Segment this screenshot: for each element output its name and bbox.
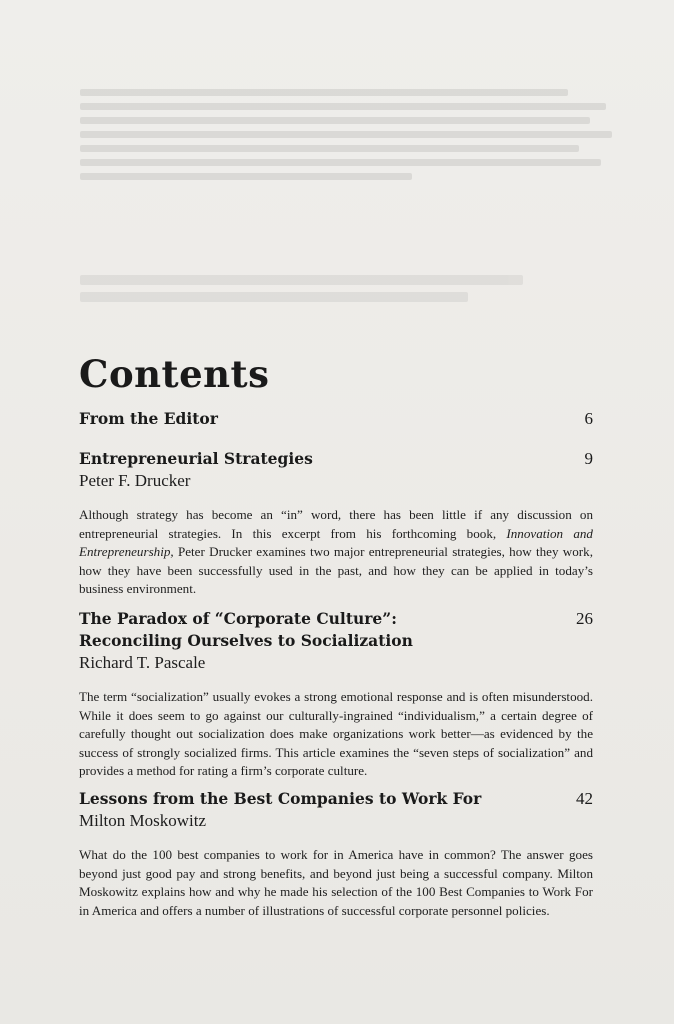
entry-title: The Paradox of “Corporate Culture”: Reconciling Ourselves to Socialization [79, 609, 413, 650]
entry-page-number: 42 [576, 789, 593, 808]
bleed-through-top [80, 62, 634, 187]
entry-title: Entrepreneurial Strategies [79, 449, 313, 468]
entry-title: From the Editor [79, 409, 218, 428]
entry-description: Although strategy has become an “in” word, there has been little if any discussion on entrepreneurial strategies. In this excerpt from his forthcoming book, Innovation and Entrepreneurship, Peter Drucker examines two major entrepreneurial strategies, how they work, how they have been successfully used in the past, and how they can be applied in today’s business environment. [79, 507, 593, 597]
entry-author: Richard T. Pascale [79, 653, 206, 672]
entry-page-number: 26 [576, 609, 593, 628]
toc-entry-corporate-culture[interactable] [79, 608, 593, 781]
entry-author: Peter F. Drucker [79, 471, 191, 490]
bleed-through-middle [80, 268, 634, 309]
entry-description: What do the 100 best companies to work for in America have in common? The answer goes beyond just good pay and strong benefits, and beyond just being a successful company. Milton Moskowitz explains how and why he made his selection of the 100 Best Companies to Work For in America and offers a number of illustrations of successful corporate personnel policies. [79, 847, 593, 918]
entry-author: Milton Moskowitz [79, 811, 207, 830]
entry-title: Lessons from the Best Companies to Work For [79, 789, 482, 808]
toc-entry-entrepreneurial-strategies[interactable] [79, 448, 593, 599]
entry-description: The term “socialization” usually evokes a strong emotional response and is often misunderstood. While it does seem to go against our culturally-ingrained “individualism,” a certain degree of carefully thought out socialization does make organizations work better—as evidenced by the success of strongly socialized firms. This article examines the “seven steps of socialization” and provides a method for rating a firm’s corporate culture. [79, 689, 593, 779]
toc-entry-best-companies[interactable] [79, 788, 593, 920]
toc-entry-editor[interactable] [79, 408, 593, 430]
page-title: Contents [79, 352, 270, 396]
entry-page-number: 9 [584, 449, 593, 468]
entry-page-number: 6 [584, 409, 593, 428]
